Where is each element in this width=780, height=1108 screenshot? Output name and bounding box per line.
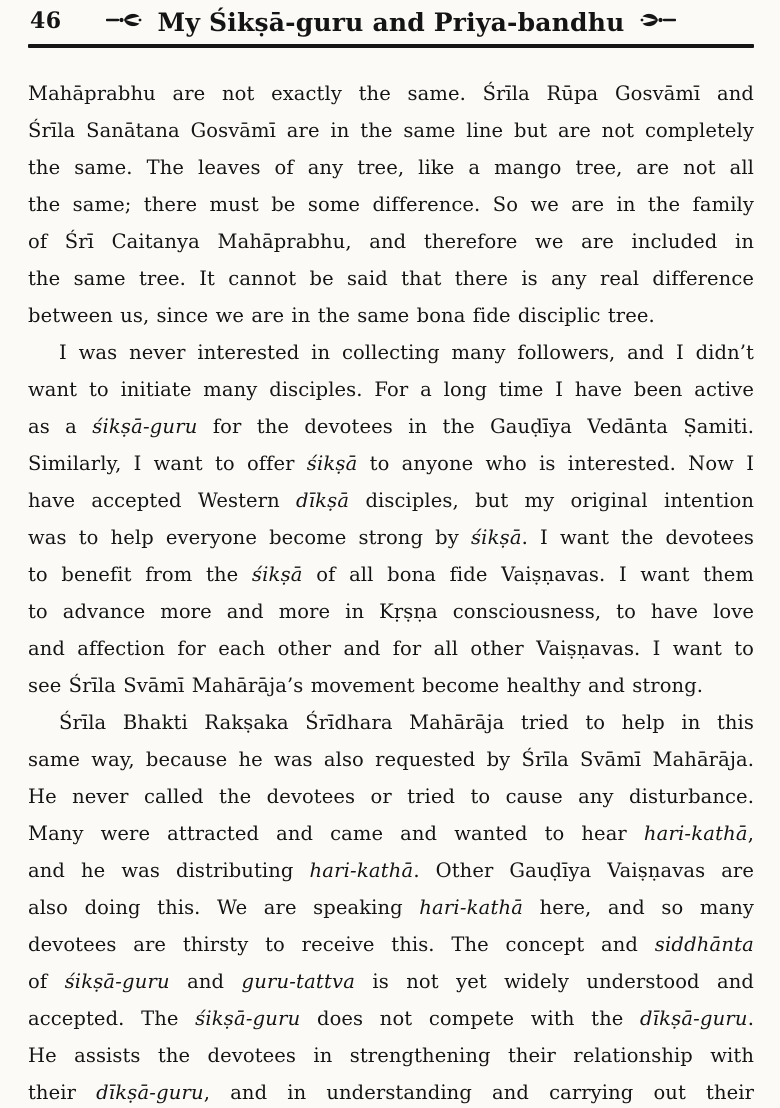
text-line: Many were attracted and came and wanted to hear hari-kathā, [28,822,754,845]
text-line: to advance more and more in Kṛṣṇa consciousness, to have love [28,600,754,623]
text-line: and he was distributing hari-kathā. Other Gauḍīya Vaiṣṇavas are [28,859,754,882]
text-line: have accepted Western dīkṣā disciples, but my original intention [28,489,754,512]
text-line: was to help everyone become strong by śikṣā. I want the devotees [28,526,754,549]
text-line: He never called the devotees or tried to cause any disturbance. [28,785,754,808]
text-line: accepted. The śikṣā-guru does not compete with the dīkṣā-guru. [28,1007,754,1030]
paragraph [28,334,754,704]
paragraph [28,704,754,1108]
text-line: Similarly, I want to offer śikṣā to anyone who is interested. Now I [28,452,754,475]
text-line: I was never interested in collecting many followers, and I didn’t [59,341,754,364]
text-line: same way, because he was also requested by Śrīla Svāmī Mahārāja. [28,748,754,771]
header-title-wrap [28,8,754,37]
text-line: the same; there must be some difference. So we are in the family [28,193,754,216]
page-header [28,8,754,42]
text-line: between us, since we are in the same bona fide disciplic tree. [28,304,655,327]
paragraph [28,75,754,334]
text-line: see Śrīla Svāmī Mahārāja’s movement become healthy and strong. [28,674,704,697]
body-text [28,75,754,1108]
text-line: and affection for each other and for all other Vaiṣṇavas. I want to [28,637,754,660]
text-line: Mahāprabhu are not exactly the same. Śrīla Rūpa Gosvāmī and [28,82,754,105]
fleuron-right-icon [640,11,676,33]
text-line: their dīkṣā-guru, and in understanding and carrying out their [28,1081,754,1104]
text-line: Śrīla Bhakti Rakṣaka Śrīdhara Mahārāja tried to help in this [59,711,754,734]
text-line: Śrīla Sanātana Gosvāmī are in the same line but are not completely [28,119,754,142]
text-line: devotees are thirsty to receive this. The concept and siddhānta [28,933,754,956]
text-line: also doing this. We are speaking hari-kathā here, and so many [28,896,754,919]
text-line: He assists the devotees in strengthening their relationship with [28,1044,754,1067]
fleuron-left-icon [106,11,142,33]
text-line: the same. The leaves of any tree, like a mango tree, are not all [28,156,754,179]
page-number: 46 [30,8,62,34]
text-line: as a śikṣā-guru for the devotees in the Gauḍīya Vedānta Ṣamiti. [28,415,754,438]
text-line: want to initiate many disciples. For a long time I have been active [28,378,754,401]
text-line: of Śrī Caitanya Mahāprabhu, and therefore we are included in [28,230,754,253]
text-line: the same tree. It cannot be said that there is any real difference [28,267,754,290]
header-rule [28,44,754,48]
text-line: of śikṣā-guru and guru-tattva is not yet widely understood and [28,970,754,993]
text-line: to benefit from the śikṣā of all bona fide Vaiṣṇavas. I want them [28,563,754,586]
header-title: My Śikṣā-guru and Priya-bandhu [157,8,625,37]
